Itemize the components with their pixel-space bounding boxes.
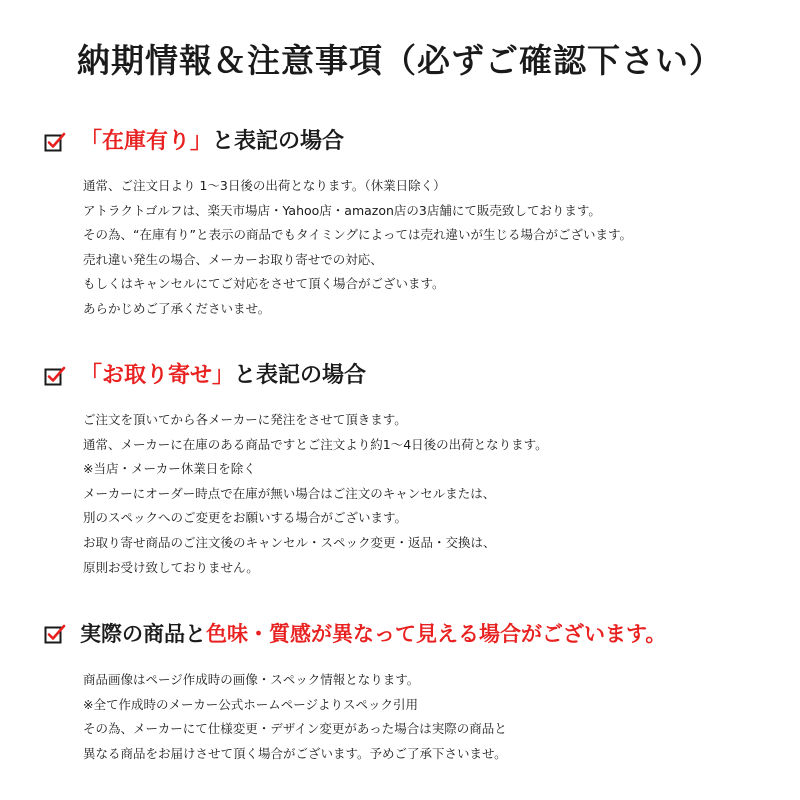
page-title: 納期情報＆注意事項（必ずご確認下さい）: [77, 41, 723, 80]
body-line: アトラクトゴルフは、楽天市場店・Yahoo店・amazon店の3店舗にて販売致しております。: [83, 202, 601, 218]
body-line: ご注文を頂いてから各メーカーに発注をさせて頂きます。: [83, 412, 407, 427]
body-line: メーカーにオーダー時点で在庫が無い場合はご注文のキャンセルまたは、: [83, 485, 496, 501]
heading-text: 実際の商品と: [80, 622, 206, 646]
body-line: ※当店・メーカー休業日を除く: [83, 461, 256, 477]
section-heading: [44, 616, 784, 652]
heading-text: と表記の場合: [212, 129, 345, 154]
body-line: ※全て作成時のメーカー公式ホームページよりスペック引用: [83, 696, 418, 712]
body-line: その為、“在庫有り”と表示の商品でもタイミングによっては売れ違いが生じる場合がございます。: [83, 227, 632, 243]
section-body: [83, 174, 784, 322]
body-line: 異なる商品をお届けさせて頂く場合がございます。予めご了承下さいませ。: [83, 745, 507, 761]
section-color-notice: [44, 616, 784, 766]
body-line: 商品画像はページ作成時の画像・スペック情報となります。: [83, 672, 420, 687]
heading-highlight: 「在庫有り」: [80, 129, 213, 154]
section-heading: [44, 358, 784, 394]
section-body: [83, 408, 784, 580]
body-line: 通常、メーカーに在庫のある商品ですとご注文より約1～4日後の出荷となります。: [83, 436, 548, 452]
body-line: 原則お受け致しておりません。: [83, 559, 259, 575]
heading-highlight: 「お取り寄せ」: [80, 363, 235, 388]
section-backorder: [44, 358, 784, 580]
body-line: 通常、ご注文日より 1～3日後の出荷となります。（休業日除く）: [83, 178, 446, 193]
body-line: 売れ違い発生の場合、メーカーお取り寄せでの対応、: [83, 251, 383, 267]
body-line: あらかじめご了承くださいませ。: [83, 300, 271, 316]
body-line: その為、メーカーにて仕様変更・デザイン変更があった場合は実際の商品と: [83, 721, 507, 737]
checkbox-check-icon: [44, 365, 66, 387]
section-in-stock: [44, 124, 784, 322]
checkbox-check-icon: [44, 623, 66, 645]
heading-text: と表記の場合: [234, 363, 367, 388]
section-heading: [44, 124, 784, 160]
body-line: 別のスペックへのご変更をお願いする場合がございます。: [83, 510, 408, 526]
heading-highlight: 色味・質感が異なって見える場合がございます。: [206, 622, 667, 646]
body-line: もしくはキャンセルにてご対応をさせて頂く場合がございます。: [83, 276, 445, 292]
body-line: お取り寄せ商品のご注文後のキャンセル・スペック変更・返品・交換は、: [83, 534, 496, 550]
checkbox-check-icon: [44, 131, 66, 153]
section-body: [83, 668, 784, 766]
